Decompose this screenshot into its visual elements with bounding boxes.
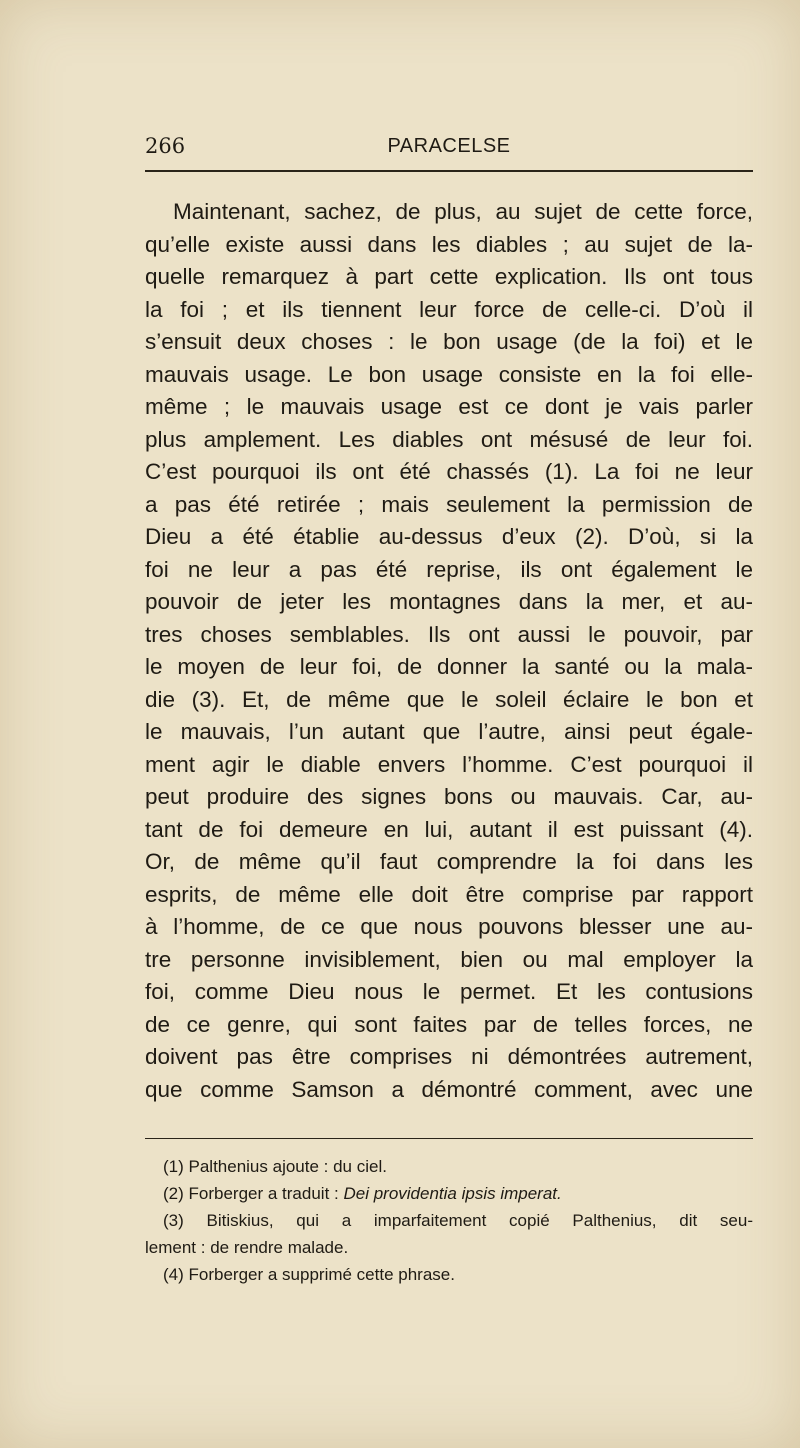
footnote-2-latin: Dei providentia ipsis imperat. [343,1184,562,1203]
footnote-rule [145,1138,753,1139]
text-line: Maintenant, sachez, de plus, au sujet de cette force, [173,199,753,224]
header-rule [145,170,753,172]
text-line: doivent pas être comprises ni démontrées autrement, [145,1044,753,1069]
text-line: Or, de même qu’il faut comprendre la foi dans les [145,849,753,874]
footnote-1: (1) Palthenius ajoute : du ciel. [163,1157,387,1176]
text-line: que comme Samson a démontré comment, avec une [145,1076,753,1102]
text-line: C’est pourquoi ils ont été chassés (1). La foi ne leur [145,459,753,484]
text-line: ment agir le diable envers l’homme. C’est pourquoi il [145,751,753,777]
text-line: die (3). Et, de même que le soleil éclaire le bon et [145,686,753,712]
text-line: à l’homme, de ce que nous pouvons blesser une au- [145,914,753,939]
footnote-2-text: (2) Forberger a traduit : [163,1184,344,1203]
text-line: foi, comme Dieu nous le permet. Et les contusions [145,979,753,1004]
running-title: PARACELSE [387,135,511,157]
footnote-2 [145,1180,753,1207]
text-line: esprits, de même elle doit être comprise par rapport [145,881,753,907]
text-line: plus amplement. Les diables ont mésusé de leur foi. [145,426,753,452]
body-text [145,196,753,1106]
page-number: 266 [145,134,186,158]
text-line: tre personne invisiblement, bien ou mal employer la [145,946,753,972]
text-line: Dieu a été établie au-dessus d’eux (2). D’où, si la [145,524,753,549]
text-line: tres choses semblables. Ils ont aussi le pouvoir, par [145,621,753,647]
text-line: quelle remarquez à part cette explication. Ils ont tous [145,264,753,289]
footnote-3: (3) Bitiskius, qui a imparfaitement copié Palthenius, dit seu- [163,1211,753,1230]
text-line: s’ensuit deux choses : le bon usage (de la foi) et le [145,329,753,354]
text-line: a pas été retirée ; mais seulement la permission de [145,491,753,517]
footnote-3-continued: lement : de rendre malade. [145,1238,349,1257]
text-line: le mauvais, l’un autant que l’autre, ainsi peut égale- [145,719,753,744]
text-line: qu’elle existe aussi dans les diables ; au sujet de la- [145,231,753,257]
text-line: le moyen de leur foi, de donner la santé ou la mala- [145,654,753,679]
page-header [145,130,753,162]
text-line: la foi ; et ils tiennent leur force de celle-ci. D’où il [145,296,753,322]
text-line: pouvoir de jeter les montagnes dans la mer, et au- [145,589,753,614]
text-line: peut produire des signes bons ou mauvais. Car, au- [145,784,753,809]
footnote-4: (4) Forberger a supprimé cette phrase. [163,1265,455,1284]
text-line: de ce genre, qui sont faites par de telles forces, ne [145,1011,753,1037]
text-line: même ; le mauvais usage est ce dont je vais parler [145,394,753,419]
text-line: foi ne leur a pas été reprise, ils ont également le [145,556,753,582]
text-line: mauvais usage. Le bon usage consiste en la foi elle- [145,361,753,387]
footnotes [145,1153,753,1288]
text-line: tant de foi demeure en lui, autant il est puissant (4). [145,816,753,842]
